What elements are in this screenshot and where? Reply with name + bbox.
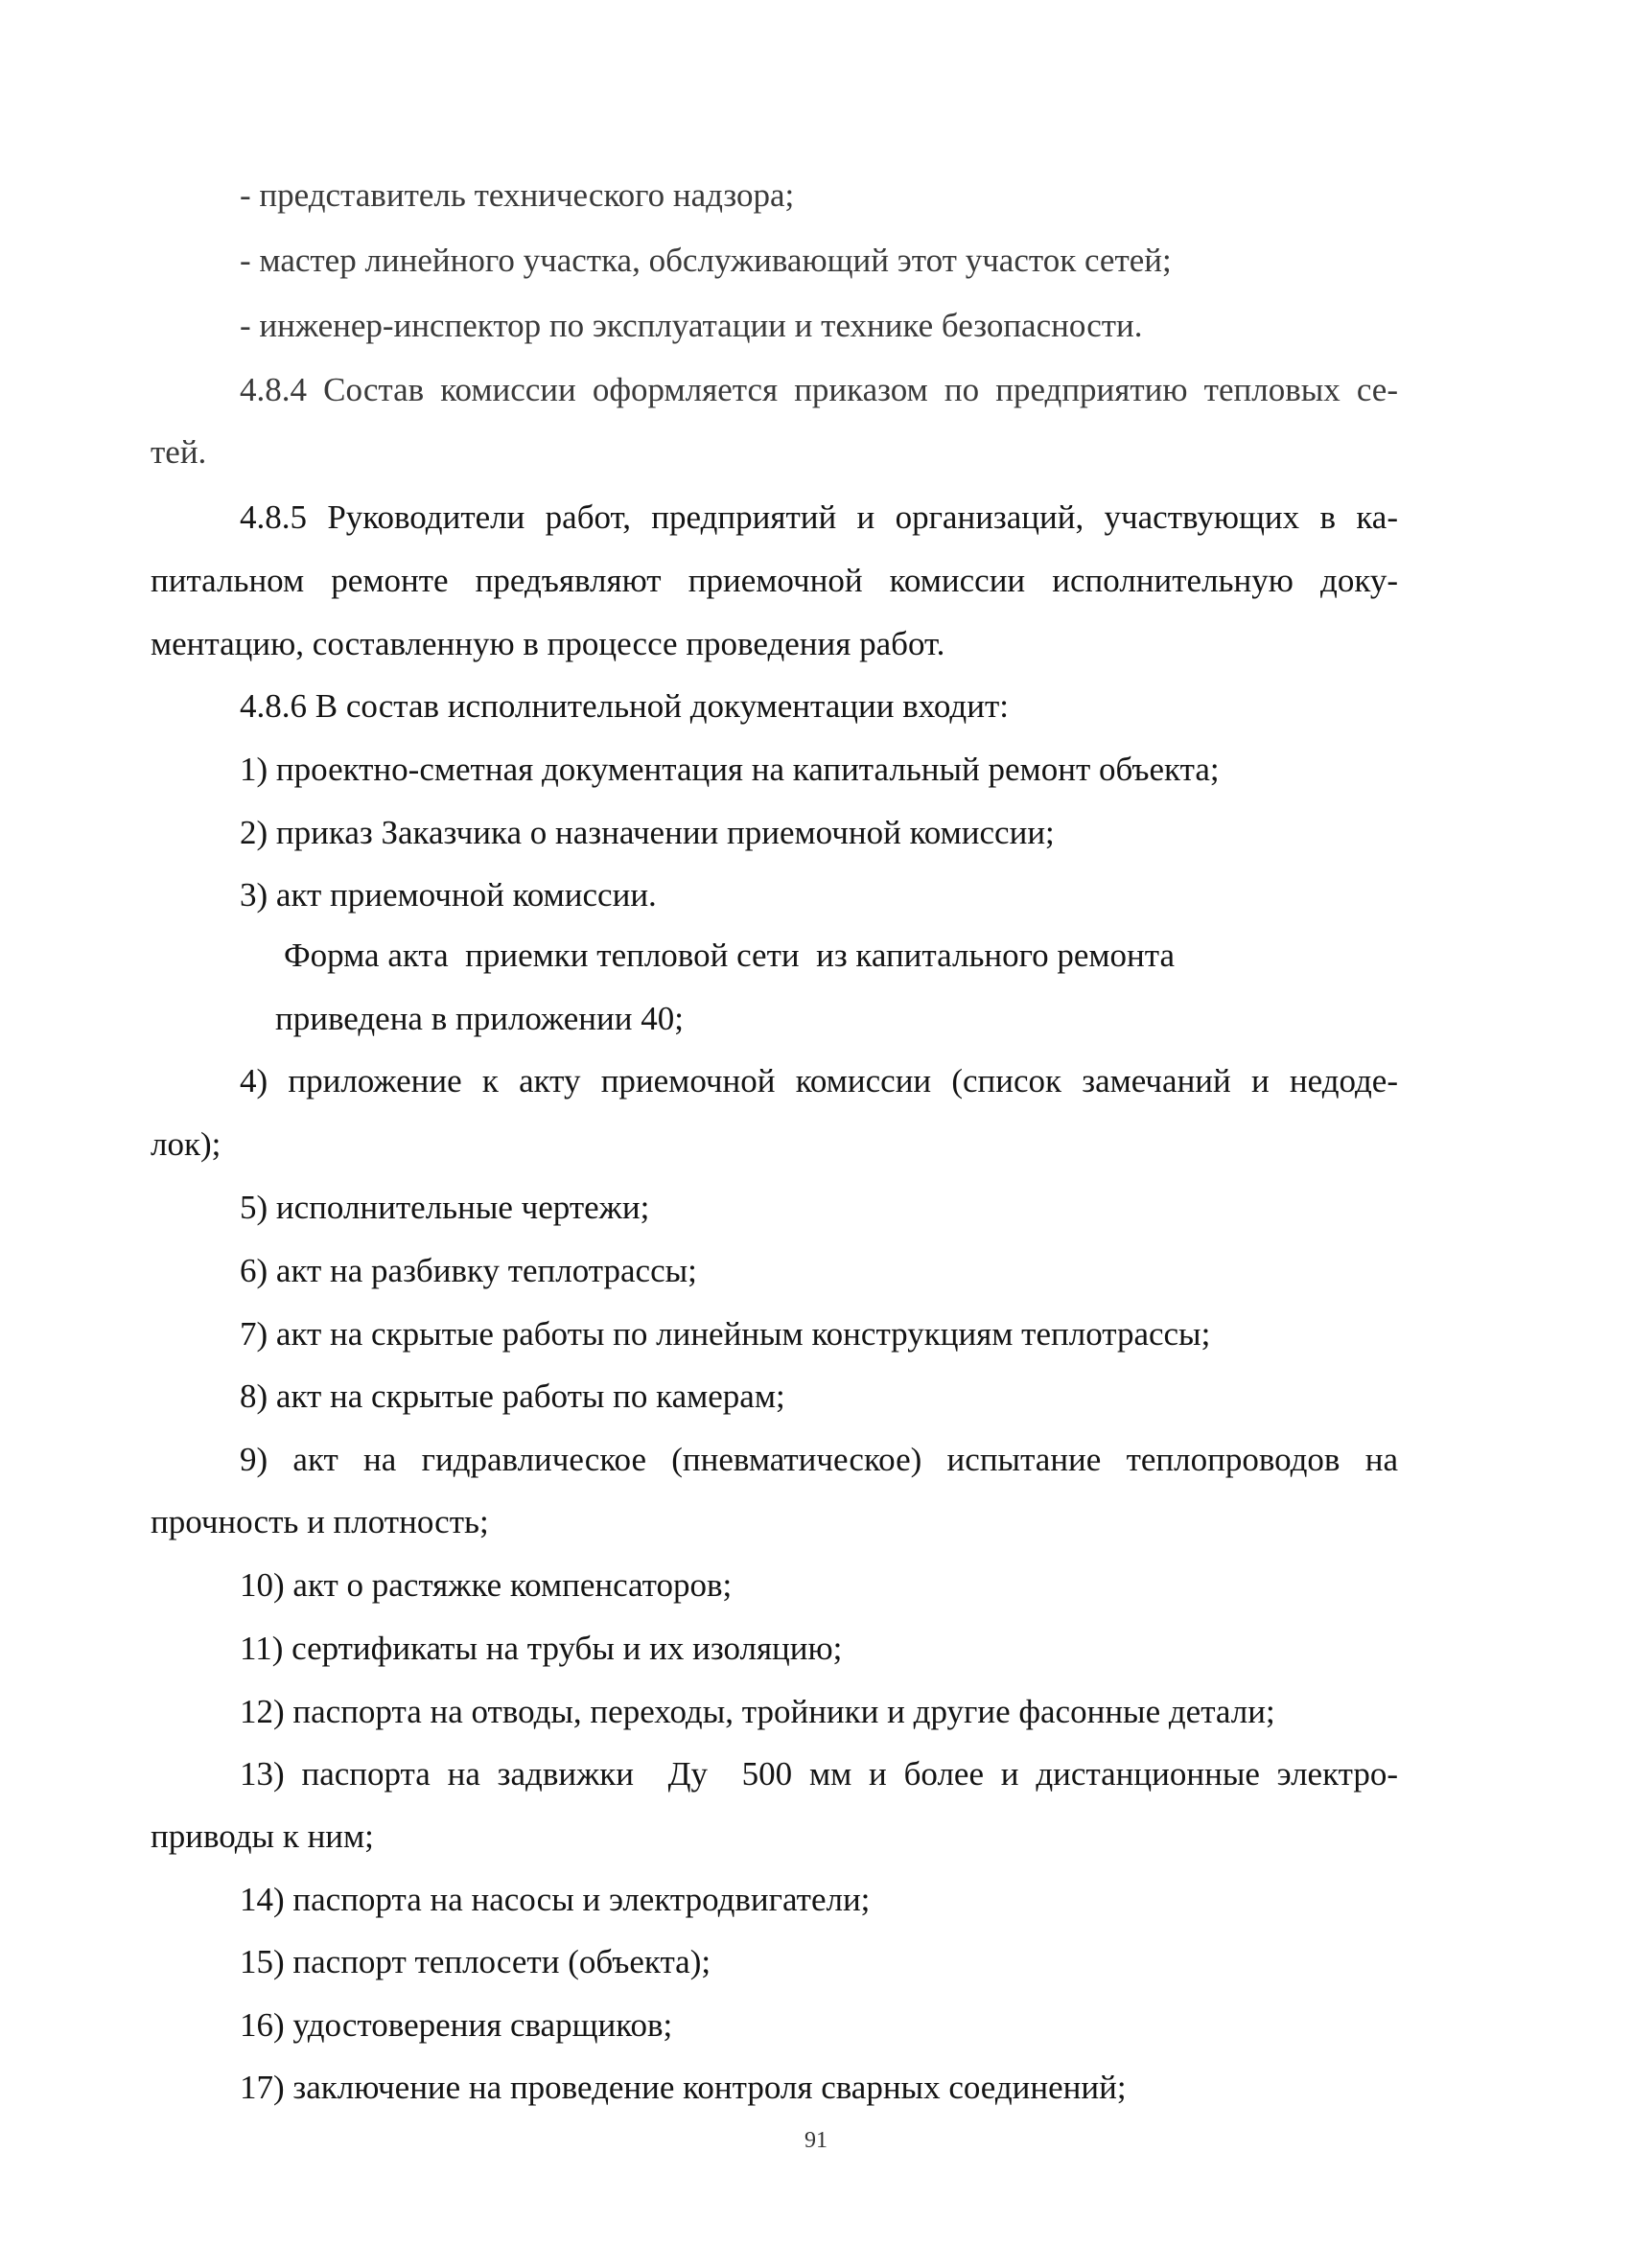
list-item-5: 5) исполнительные чертежи; (240, 1189, 650, 1226)
list-item-13: 13) паспорта на задвижки Ду 500 мм и более и дистанционные электро- (240, 1755, 1398, 1793)
list-item-15: 15) паспорт теплосети (объекта); (240, 1943, 711, 1980)
list-item-2: 2) приказ Заказчика о назначении приемочной комиссии; (240, 814, 1055, 851)
clause-4-8-4-cont: тей. (151, 433, 207, 471)
list-item-9-cont: прочность и плотность; (151, 1503, 489, 1540)
list-item-3-note-cont: приведена в приложении 40; (275, 1000, 684, 1037)
list-item-17: 17) заключение на проведение контроля сварных соединений; (240, 2069, 1127, 2106)
list-item-13-cont: приводы к ним; (151, 1817, 374, 1855)
clause-4-8-5: 4.8.5 Руководители работ, предприятий и организаций, участвующих в ка- (240, 498, 1398, 536)
list-item-8: 8) акт на скрытые работы по камерам; (240, 1377, 785, 1415)
list-item-9: 9) акт на гидравлическое (пневматическое) испытание теплопроводов на (240, 1441, 1398, 1478)
clause-4-8-5-cont-2: ментацию, составленную в процессе проведения работ. (151, 625, 945, 662)
list-item-7: 7) акт на скрытые работы по линейным конструкциям теплотрассы; (240, 1315, 1211, 1353)
clause-4-8-4: 4.8.4 Состав комиссии оформляется приказом по предприятию тепловых се- (240, 371, 1398, 408)
list-item-3: 3) акт приемочной комиссии. (240, 876, 657, 914)
list-item-3-note: Форма акта приемки тепловой сети из капитального ремонта (284, 937, 1176, 974)
list-item-4-cont: лок); (151, 1125, 221, 1163)
list-item-4: 4) приложение к акту приемочной комиссии (список замечаний и недоде- (240, 1062, 1398, 1099)
commission-member-line-master: - мастер линейного участка, обслуживающий этот участок сетей; (240, 242, 1172, 279)
page-number: 91 (804, 2128, 828, 2153)
list-item-6: 6) акт на разбивку теплотрассы; (240, 1252, 697, 1289)
commission-member-tech-supervision: - представитель технического надзора; (240, 176, 795, 214)
list-item-10: 10) акт о растяжке компенсаторов; (240, 1566, 733, 1604)
clause-4-8-6: 4.8.6 В состав исполнительной документации входит: (240, 687, 1009, 725)
list-item-16: 16) удостоверения сварщиков; (240, 2006, 673, 2044)
clause-4-8-5-cont-1: питальном ремонте предъявляют приемочной комиссии исполнительную доку- (151, 562, 1398, 599)
list-item-14: 14) паспорта на насосы и электродвигатели; (240, 1881, 871, 1918)
commission-member-safety-inspector: - инженер-инспектор по эксплуатации и технике безопасности. (240, 307, 1143, 344)
list-item-12: 12) паспорта на отводы, переходы, тройники и другие фасонные детали; (240, 1693, 1275, 1730)
list-item-1: 1) проектно-сметная документация на капитальный ремонт объекта; (240, 751, 1220, 788)
list-item-11: 11) сертификаты на трубы и их изоляцию; (240, 1630, 843, 1667)
